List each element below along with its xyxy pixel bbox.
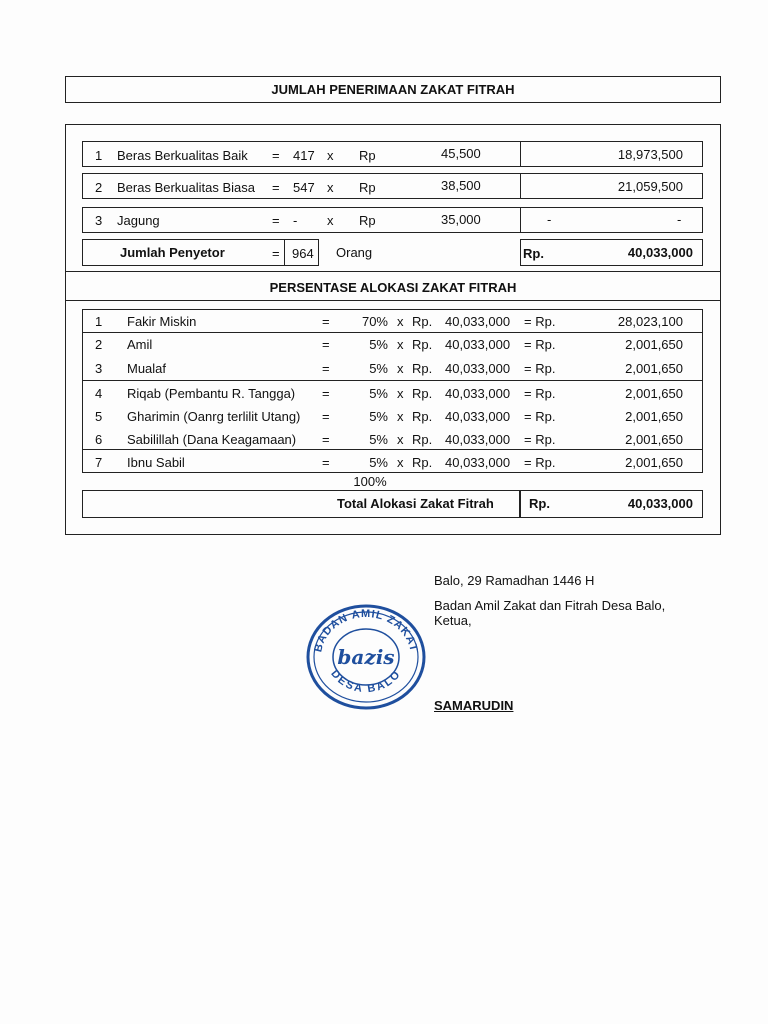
currency: Rp.: [412, 337, 433, 352]
currency: Rp.: [412, 455, 433, 470]
seal-top-text: BADAN AMIL ZAKAT: [312, 607, 420, 654]
allocated-amount: 2,001,650: [625, 337, 683, 352]
percentage: 5%: [369, 337, 388, 352]
beneficiary-name: Sabilillah (Dana Keagamaan): [127, 432, 297, 447]
beneficiary-name: Amil: [127, 337, 153, 352]
base-amount: 40,033,000: [445, 386, 511, 401]
equals: =: [272, 213, 280, 228]
percentage: 5%: [369, 386, 388, 401]
currency: Rp.: [412, 432, 433, 447]
allocated-amount: 2,001,650: [625, 409, 683, 424]
times: x: [397, 409, 404, 424]
cell-divider: [284, 239, 285, 266]
price: 45,500: [441, 146, 481, 161]
times: x: [397, 337, 404, 352]
row-divider: [82, 380, 703, 381]
price: 38,500: [441, 178, 481, 193]
signer-name: SAMARUDIN: [434, 698, 514, 713]
row-divider: [82, 332, 703, 333]
percentage: 70%: [361, 314, 388, 329]
allocated-amount: 28,023,100: [617, 314, 683, 329]
beneficiary-name: Fakir Miskin: [127, 314, 197, 329]
equals-rp: = Rp.: [524, 337, 556, 352]
row-total: 18,973,500: [617, 147, 683, 162]
times: x: [397, 432, 404, 447]
quantity: 417: [293, 148, 315, 163]
row-no: 6: [95, 432, 103, 447]
times: x: [327, 213, 334, 228]
base-amount: 40,033,000: [445, 455, 511, 470]
times: x: [397, 361, 404, 376]
base-amount: 40,033,000: [445, 409, 511, 424]
beneficiary-name: Mualaf: [127, 361, 167, 376]
row-no: 2: [95, 180, 103, 195]
allocation-total-amount: 40,033,000: [627, 496, 693, 511]
row-no: 3: [95, 213, 103, 228]
allocation-title: PERSENTASE ALOKASI ZAKAT FITRAH: [269, 280, 517, 295]
currency: Rp: [359, 213, 376, 228]
row-no: 2: [95, 337, 103, 352]
row-no: 1: [95, 148, 103, 163]
equals-rp: = Rp.: [524, 386, 556, 401]
currency: Rp: [359, 148, 376, 163]
seal-bottom-text: DESA BALO: [328, 667, 404, 696]
price: 35,000: [441, 212, 481, 227]
organization-seal: [305, 604, 427, 710]
equals-rp: = Rp.: [524, 432, 556, 447]
currency: Rp.: [412, 409, 433, 424]
equals-rp: = Rp.: [524, 455, 556, 470]
times: x: [327, 180, 334, 195]
summary-unit: Orang: [336, 245, 373, 260]
item-name: Beras Berkualitas Biasa: [117, 180, 256, 195]
signer-role: Ketua,: [434, 613, 472, 628]
equals: =: [322, 409, 330, 424]
allocation-total-currency: Rp.: [529, 496, 550, 511]
item-name: Jagung: [117, 213, 160, 228]
equals: =: [322, 455, 330, 470]
equals: =: [322, 386, 330, 401]
times: x: [397, 386, 404, 401]
row-no: 7: [95, 455, 103, 470]
divider: [65, 271, 721, 272]
equals: =: [322, 361, 330, 376]
percentage: 5%: [369, 409, 388, 424]
percent-total: 100%: [353, 474, 387, 489]
equals-rp: = Rp.: [524, 314, 556, 329]
beneficiary-name: Riqab (Pembantu R. Tangga): [127, 386, 296, 401]
divider: [65, 300, 721, 301]
base-amount: 40,033,000: [445, 361, 511, 376]
currency: Rp.: [412, 314, 433, 329]
percentage: 5%: [369, 455, 388, 470]
currency: Rp.: [412, 386, 433, 401]
quantity: -: [293, 213, 298, 228]
cell-divider: [519, 490, 521, 518]
equals: =: [272, 148, 280, 163]
beneficiary-name: Ibnu Sabil: [127, 455, 185, 470]
seal-center-text: bazis: [337, 645, 395, 669]
item-name: Beras Berkualitas Baik: [117, 148, 248, 163]
allocated-amount: 2,001,650: [625, 361, 683, 376]
svg-text:DESA BALO: [328, 668, 403, 695]
equals-rp: = Rp.: [524, 361, 556, 376]
percentage: 5%: [369, 432, 388, 447]
cell-divider: [520, 141, 521, 167]
quantity: 547: [293, 180, 315, 195]
equals-rp: = Rp.: [524, 409, 556, 424]
equals: =: [322, 432, 330, 447]
equals: =: [322, 337, 330, 352]
allocated-amount: 2,001,650: [625, 386, 683, 401]
allocated-amount: 2,001,650: [625, 432, 683, 447]
base-amount: 40,033,000: [445, 432, 511, 447]
allocated-amount: 2,001,650: [625, 455, 683, 470]
row-no: 4: [95, 386, 103, 401]
times: x: [397, 314, 404, 329]
organization: Badan Amil Zakat dan Fitrah Desa Balo,: [434, 598, 666, 613]
cell-divider: [520, 207, 521, 233]
currency: Rp.: [412, 361, 433, 376]
summary-count: 964: [292, 246, 314, 261]
place-date: Balo, 29 Ramadhan 1446 H: [434, 573, 595, 588]
row-total-dash: -: [547, 212, 552, 227]
summary-currency: Rp.: [523, 246, 544, 261]
currency: Rp: [359, 180, 376, 195]
equals: =: [272, 180, 280, 195]
row-no: 1: [95, 314, 103, 329]
page-title: JUMLAH PENERIMAAN ZAKAT FITRAH: [271, 82, 515, 97]
times: x: [327, 148, 334, 163]
cell-divider: [520, 173, 521, 199]
base-amount: 40,033,000: [445, 314, 511, 329]
equals: =: [322, 314, 330, 329]
row-no: 3: [95, 361, 103, 376]
row-total: 21,059,500: [617, 179, 683, 194]
row-no: 5: [95, 409, 103, 424]
percentage: 5%: [369, 361, 388, 376]
summary-label: Jumlah Penyetor: [120, 245, 225, 260]
row-divider: [82, 449, 703, 450]
times: x: [397, 455, 404, 470]
receipt-row-box: [82, 207, 703, 233]
allocation-total-label: Total Alokasi Zakat Fitrah: [337, 496, 494, 511]
beneficiary-name: Gharimin (Oanrg terlilit Utang): [127, 409, 301, 424]
summary-equals: =: [272, 246, 280, 261]
row-total-dash: -: [677, 212, 682, 227]
summary-total: 40,033,000: [627, 245, 693, 260]
base-amount: 40,033,000: [445, 337, 511, 352]
